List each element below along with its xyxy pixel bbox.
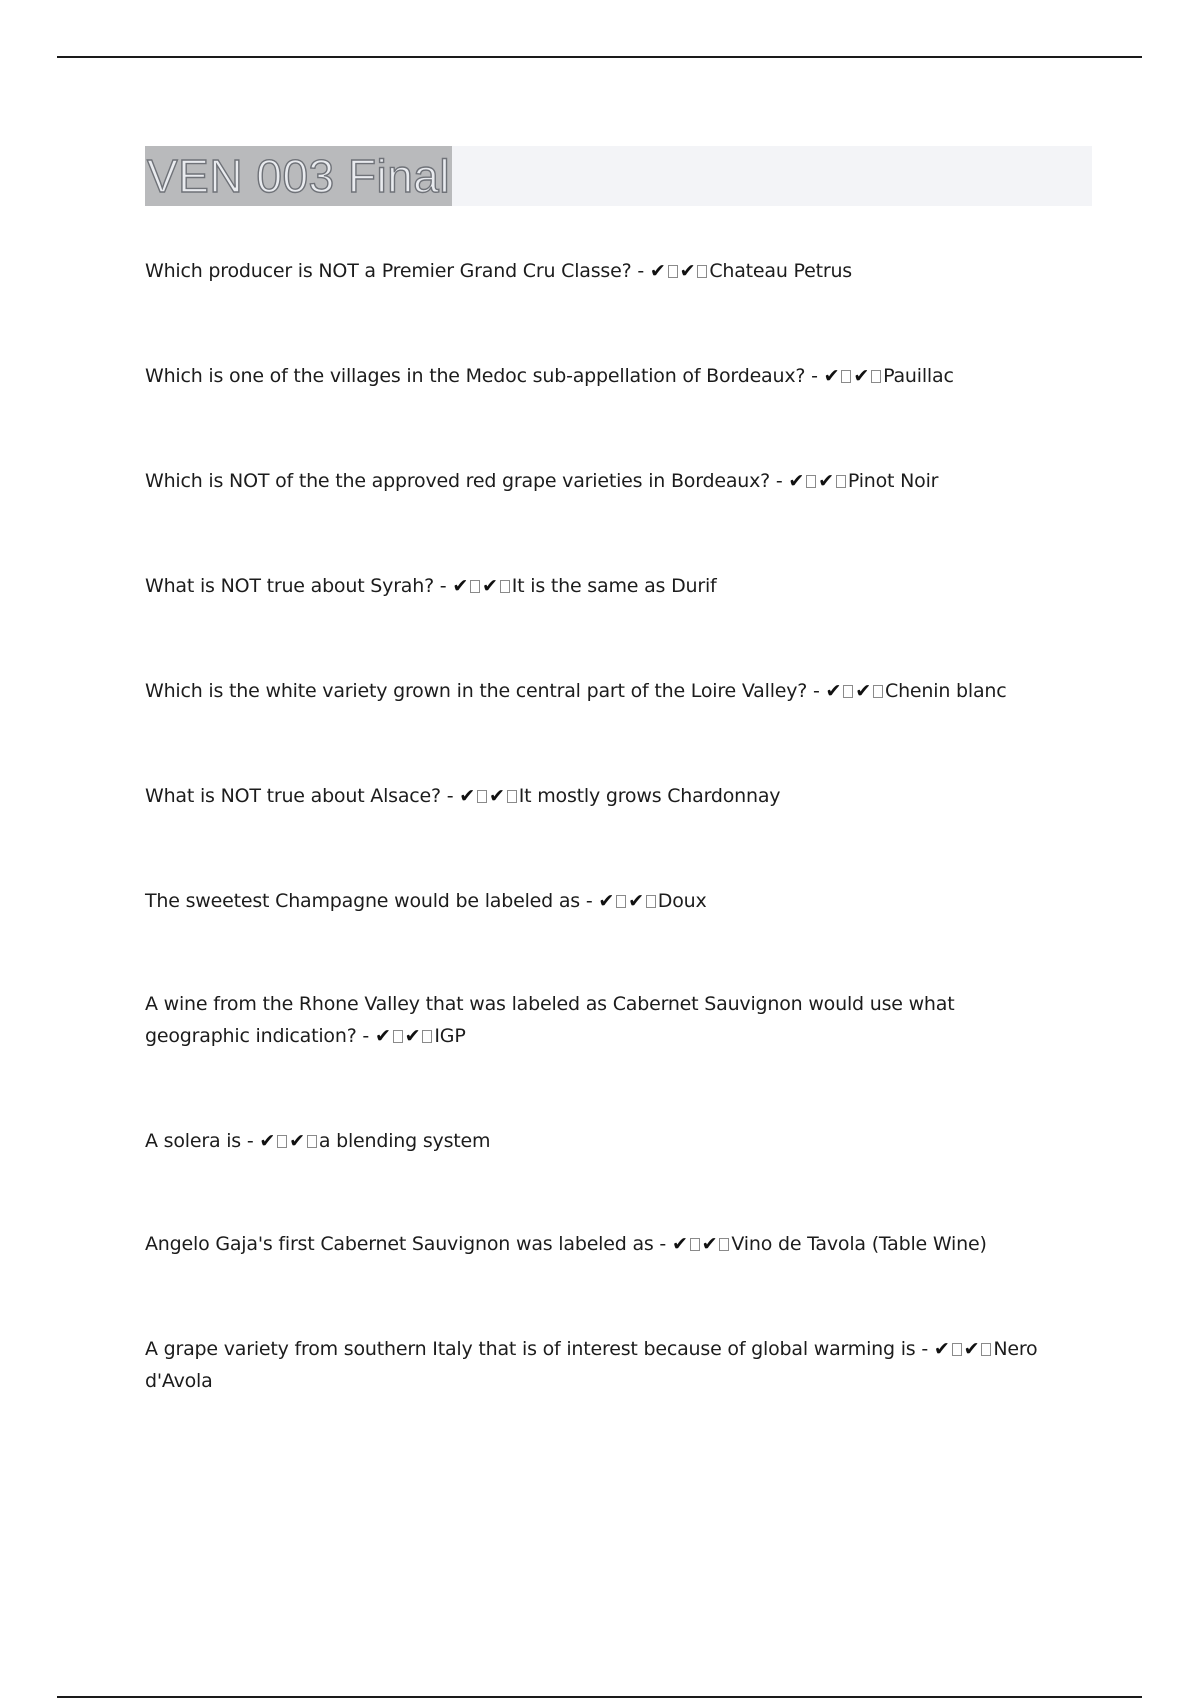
box-icon <box>981 1343 991 1356</box>
box-icon <box>507 790 517 803</box>
box-icon <box>806 475 816 488</box>
check-icon: ✔ <box>598 890 615 912</box>
box-icon <box>668 265 678 278</box>
answer-text: IGP <box>434 1025 466 1047</box>
qa-item <box>145 360 1045 392</box>
check-icon: ✔ <box>855 680 871 702</box>
answer-text: Pauillac <box>883 365 954 387</box>
check-icon: ✔ <box>671 1233 688 1255</box>
box-icon <box>500 580 510 593</box>
check-icon: ✔ <box>482 575 498 597</box>
check-icon: ✔ <box>701 1233 718 1255</box>
question-text: A grape variety from southern Italy that is of interest because of global warming is - <box>145 1338 928 1360</box>
check-icon: ✔ <box>374 1025 391 1047</box>
box-icon <box>470 580 480 593</box>
box-icon <box>393 1030 403 1043</box>
answer-text: Pinot Noir <box>847 470 939 492</box>
question-text: What is NOT true about Syrah? - <box>145 575 447 597</box>
question-text: Which is the white variety grown in the central part of the Loire Valley? - <box>145 680 820 702</box>
check-icon: ✔ <box>404 1025 421 1047</box>
check-icon: ✔ <box>628 890 644 912</box>
answer-text: a blending system <box>318 1130 491 1152</box>
question-text: A solera is - <box>145 1130 254 1152</box>
answer-text: It is the same as Durif <box>511 575 717 597</box>
box-icon <box>422 1030 432 1043</box>
check-icon: ✔ <box>788 470 805 492</box>
check-icon: ✔ <box>853 365 870 387</box>
qa-item <box>145 780 1045 812</box>
check-icon: ✔ <box>818 470 834 492</box>
box-icon <box>277 1135 287 1148</box>
top-rule <box>57 56 1142 58</box>
box-icon <box>697 265 707 278</box>
box-icon <box>690 1238 700 1251</box>
answer-text: Chenin blanc <box>885 680 1007 702</box>
qa-item <box>145 885 1045 917</box>
check-icon: ✔ <box>823 365 840 387</box>
check-icon: ✔ <box>963 1338 980 1360</box>
question-text: Which producer is NOT a Premier Grand Cru Classe? - <box>145 260 644 282</box>
check-icon: ✔ <box>933 1338 950 1360</box>
answer-text: Doux <box>657 890 707 912</box>
box-icon <box>646 895 656 908</box>
box-icon <box>871 370 881 383</box>
check-icon: ✔ <box>679 260 696 282</box>
box-icon <box>952 1343 962 1356</box>
box-icon <box>477 790 487 803</box>
question-text: A wine from the Rhone Valley that was labeled as Cabernet Sauvignon would use what geographic indication? - <box>145 993 955 1047</box>
check-icon: ✔ <box>489 785 505 807</box>
qa-item <box>145 1125 1045 1157</box>
box-icon <box>616 895 626 908</box>
answer-text: It mostly grows Chardonnay <box>518 785 781 807</box>
qa-item <box>145 1333 1045 1397</box>
bottom-rule <box>57 1696 1142 1698</box>
box-icon <box>307 1135 317 1148</box>
box-icon <box>836 475 846 488</box>
qa-item <box>145 675 1045 707</box>
box-icon <box>873 685 883 698</box>
question-text: Angelo Gaja's first Cabernet Sauvignon was labeled as - <box>145 1233 667 1255</box>
question-text: The sweetest Champagne would be labeled as - <box>145 890 593 912</box>
answer-text: Nero d'Avola <box>145 1338 1038 1392</box>
qa-item <box>145 570 1045 602</box>
title-highlight <box>145 146 452 206</box>
check-icon: ✔ <box>459 785 475 807</box>
document-title: VEN 003 Final <box>147 150 451 202</box>
question-text: Which is NOT of the the approved red grape varieties in Bordeaux? - <box>145 470 783 492</box>
question-text: Which is one of the villages in the Medoc sub-appellation of Bordeaux? - <box>145 365 818 387</box>
qa-item <box>145 255 1045 287</box>
question-text: What is NOT true about Alsace? - <box>145 785 454 807</box>
check-icon: ✔ <box>259 1130 276 1152</box>
box-icon <box>719 1238 729 1251</box>
check-icon: ✔ <box>649 260 666 282</box>
check-icon: ✔ <box>289 1130 305 1152</box>
check-icon: ✔ <box>825 680 842 702</box>
title-band <box>145 146 1092 206</box>
qa-item <box>145 988 1045 1052</box>
qa-item <box>145 1228 1045 1260</box>
answer-text: Vino de Tavola (Table Wine) <box>731 1233 987 1255</box>
qa-item <box>145 465 1045 497</box>
answer-text: Chateau Petrus <box>709 260 852 282</box>
check-icon: ✔ <box>452 575 469 597</box>
box-icon <box>841 370 851 383</box>
box-icon <box>843 685 853 698</box>
